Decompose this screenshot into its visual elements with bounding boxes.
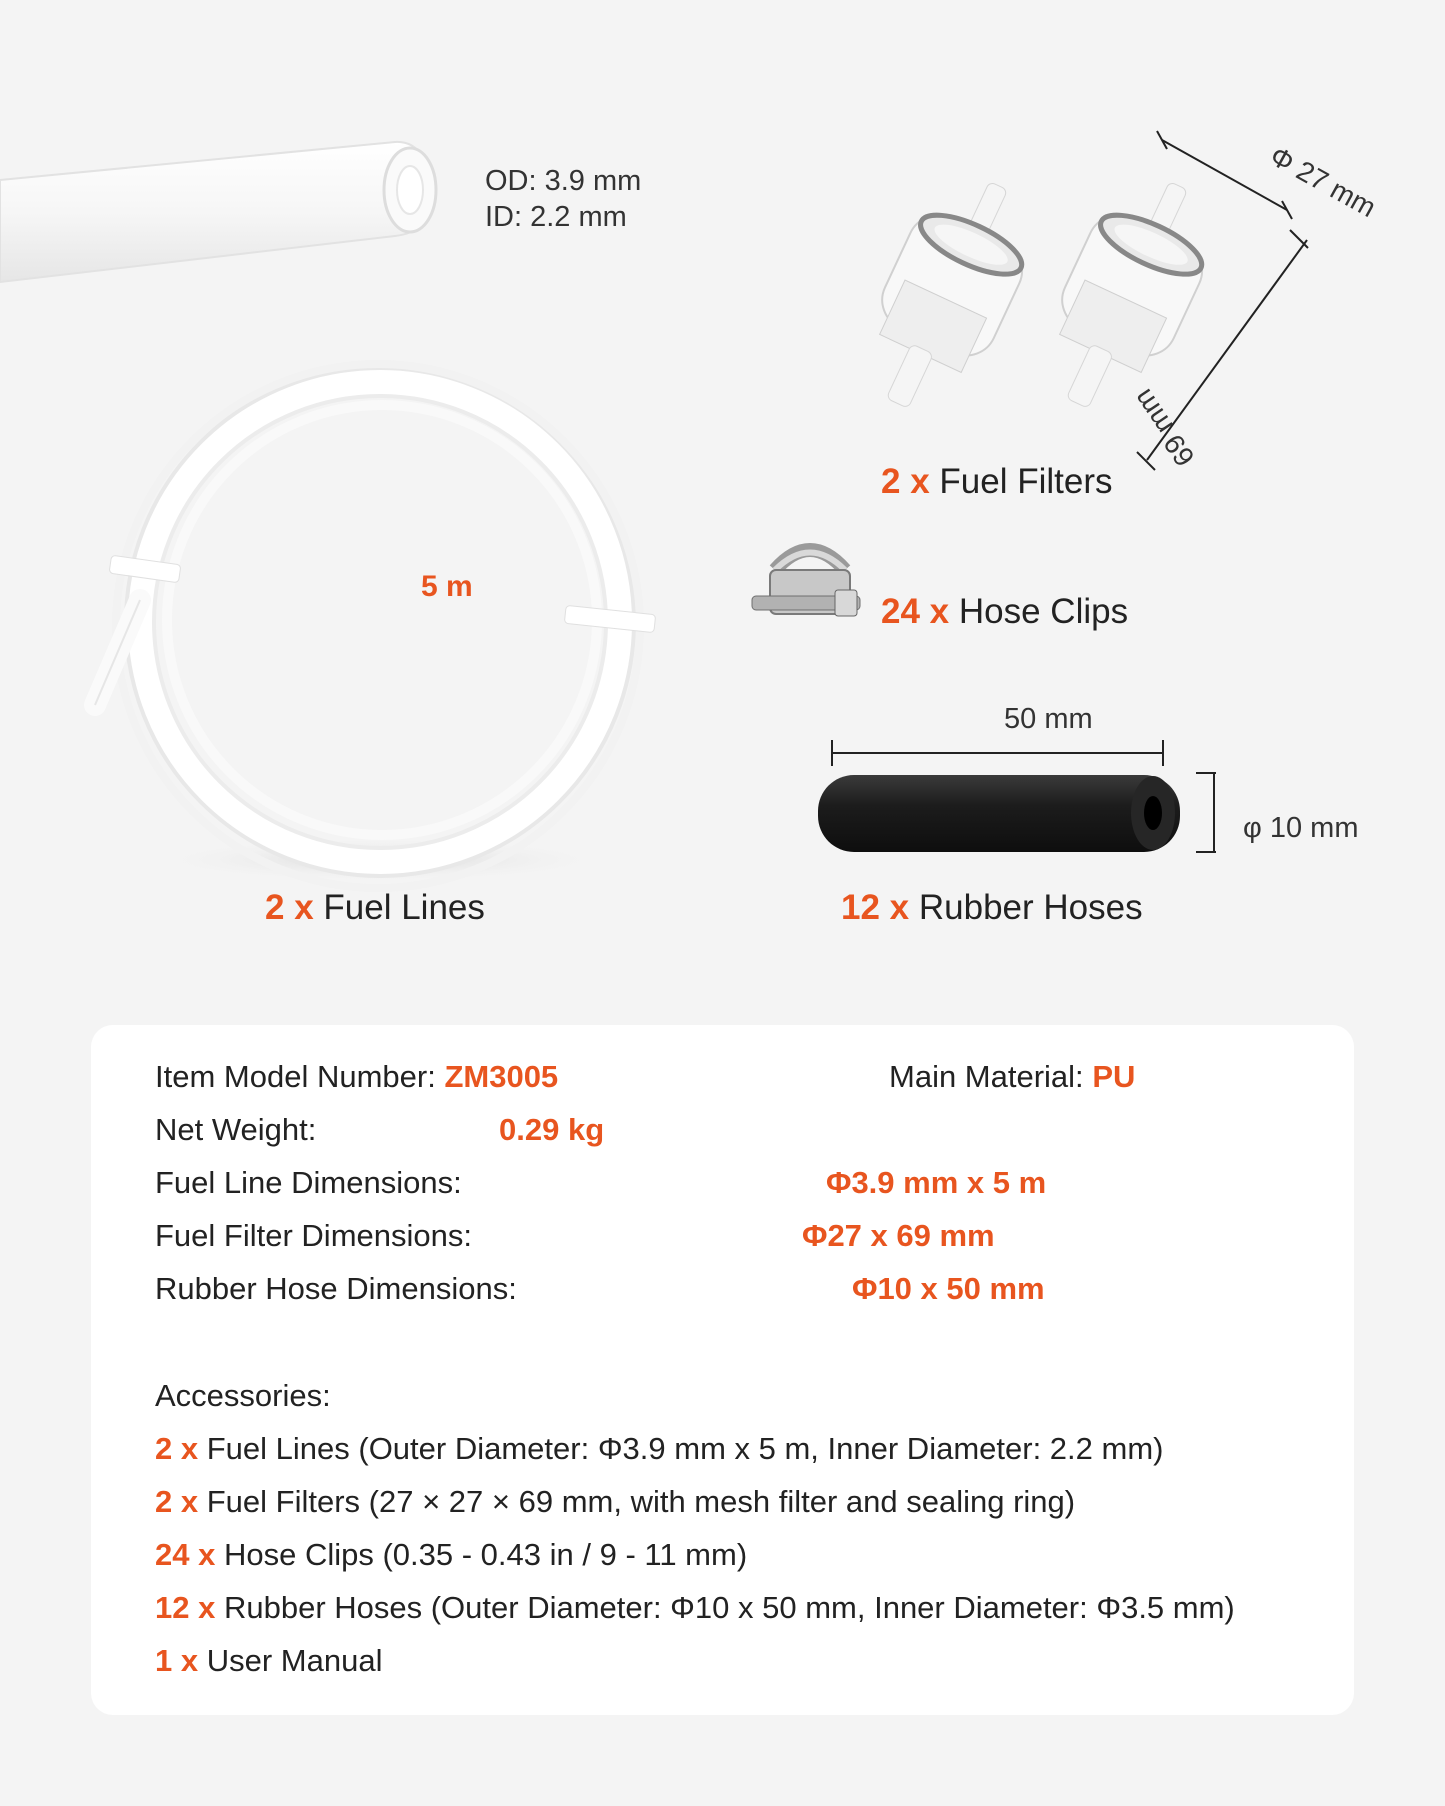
accessory-text: User Manual <box>206 1643 383 1678</box>
outer-diameter-label: OD: 3.9 mm <box>485 165 642 197</box>
tube-closeup-image <box>0 142 436 282</box>
accessory-item <box>155 1590 1235 1626</box>
model-number-row <box>155 1059 558 1095</box>
fuel-filters-image <box>843 160 1233 428</box>
accessory-qty: 2 x <box>155 1431 199 1466</box>
model-number-label: Item Model Number: <box>155 1059 436 1094</box>
fuel-lines-qty: 2 x <box>265 888 314 927</box>
net-weight-label: Net Weight: <box>155 1112 317 1147</box>
main-material-value: PU <box>1092 1059 1136 1094</box>
rubber-hose-dimensions-value: Φ10 x 50 mm <box>852 1271 1045 1306</box>
rubber-hoses-name: Rubber Hoses <box>918 888 1143 927</box>
filter-height-label: 69 mm <box>1127 383 1201 472</box>
accessory-item <box>155 1431 1163 1467</box>
main-material-row <box>889 1059 1135 1095</box>
coil-length-label: 5 m <box>421 570 473 603</box>
accessory-text: Fuel Filters (27 × 27 × 69 mm, with mesh filter and sealing ring) <box>206 1484 1076 1519</box>
accessory-text: Rubber Hoses (Outer Diameter: Φ10 x 50 mm, Inner Diameter: Φ3.5 mm) <box>223 1590 1235 1625</box>
accessory-qty: 24 x <box>155 1537 216 1572</box>
accessory-qty: 2 x <box>155 1484 199 1519</box>
accessory-text: Fuel Lines (Outer Diameter: Φ3.9 mm x 5 m, Inner Diameter: 2.2 mm) <box>206 1431 1164 1466</box>
accessory-text: Hose Clips (0.35 - 0.43 in / 9 - 11 mm) <box>223 1537 748 1572</box>
hose-diameter-label: φ 10 mm <box>1243 812 1359 844</box>
fuel-lines-name: Fuel Lines <box>323 888 485 927</box>
rubber-hose-image <box>818 775 1180 852</box>
rubber-hoses-caption <box>841 888 1143 928</box>
filter-diameter-label: Φ 27 mm <box>1264 140 1382 224</box>
hose-clip-image <box>752 550 860 616</box>
fuel-line-coil-image <box>95 364 656 888</box>
net-weight-value: 0.29 kg <box>499 1112 605 1147</box>
fuel-line-dimensions-value: Φ3.9 mm x 5 m <box>826 1165 1047 1200</box>
accessory-qty: 12 x <box>155 1590 216 1625</box>
fuel-filters-qty: 2 x <box>881 462 930 501</box>
accessory-item <box>155 1643 382 1679</box>
fuel-line-dimensions-label: Fuel Line Dimensions: <box>155 1165 462 1200</box>
accessory-qty: 1 x <box>155 1643 199 1678</box>
rubber-hoses-qty: 12 x <box>841 888 910 927</box>
fuel-filters-caption <box>881 462 1112 502</box>
accessory-item <box>155 1484 1075 1520</box>
hose-clips-qty: 24 x <box>881 592 950 631</box>
fuel-lines-caption <box>265 888 485 928</box>
hose-length-label: 50 mm <box>1004 703 1093 735</box>
accessory-item <box>155 1537 747 1573</box>
main-material-label: Main Material: <box>889 1059 1084 1094</box>
specifications-card <box>91 1025 1354 1715</box>
fuel-filter-dimensions-label: Fuel Filter Dimensions: <box>155 1218 472 1253</box>
fuel-filters-name: Fuel Filters <box>939 462 1113 501</box>
rubber-hose-dimensions-label: Rubber Hose Dimensions: <box>155 1271 517 1306</box>
accessories-heading: Accessories: <box>155 1378 331 1413</box>
hose-clips-name: Hose Clips <box>958 592 1129 631</box>
model-number-value: ZM3005 <box>444 1059 559 1094</box>
hose-clips-caption <box>881 592 1128 632</box>
fuel-filter-dimensions-value: Φ27 x 69 mm <box>802 1218 995 1253</box>
inner-diameter-label: ID: 2.2 mm <box>485 201 627 233</box>
